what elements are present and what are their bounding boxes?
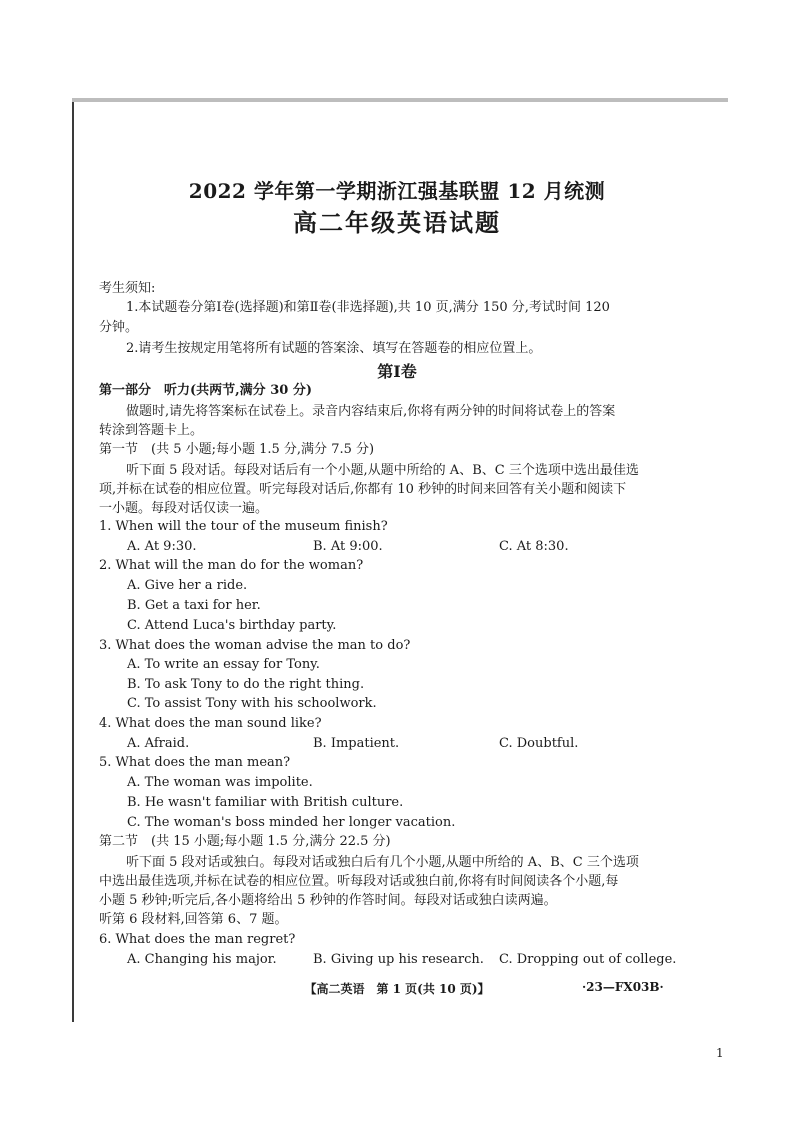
section2-instructions: 听下面 5 段对话或独白。每段对话或独白后有几个小题,从题中所给的 A、B、C 三个选项 bbox=[126, 855, 639, 870]
question-5: 5. What does the man mean? bbox=[99, 755, 291, 770]
part1-title: 第一部分 听力(共两节,满分 30 分) bbox=[99, 383, 312, 398]
section2-instructions-end: 小题 5 秒钟;听完后,各小题将给出 5 秒钟的作答时间。每段对话或独白读两遍。 bbox=[99, 893, 557, 908]
section1-instructions-end: 一小题。每段对话仅读一遍。 bbox=[99, 501, 269, 516]
section1-instructions-cont: 项,并标在试卷的相应位置。听完每段对话后,你都有 10 秒钟的时间来回答有关小题和阅读下 bbox=[99, 482, 627, 497]
notice-item-1-cont: 分钟。 bbox=[99, 320, 139, 335]
question-4: 4. What does the man sound like? bbox=[99, 716, 322, 731]
q3-option-a: A. To write an essay for Tony. bbox=[127, 657, 320, 672]
q2-option-c: C. Attend Luca's birthday party. bbox=[127, 618, 337, 633]
question-1: 1. When will the tour of the museum finish? bbox=[99, 519, 388, 534]
question-2: 2. What will the man do for the woman? bbox=[99, 558, 364, 573]
q5-option-b: B. He wasn't familiar with British culture. bbox=[127, 795, 404, 810]
q2-option-b: B. Get a taxi for her. bbox=[127, 598, 261, 613]
q3-option-b: B. To ask Tony to do the right thing. bbox=[127, 677, 365, 692]
question-3: 3. What does the woman advise the man to do? bbox=[99, 638, 411, 653]
exam-subtitle: 高二年级英语试题 bbox=[293, 208, 501, 237]
q4-option-a: A. Afraid. bbox=[127, 736, 190, 751]
top-border-rule bbox=[72, 98, 728, 102]
question-6: 6. What does the man regret? bbox=[99, 932, 296, 947]
part1-intro-cont: 转涂到答题卡上。 bbox=[99, 423, 204, 438]
q5-option-c: C. The woman's boss minded her longer vacation. bbox=[127, 815, 456, 830]
section2-material: 听第 6 段材料,回答第 6、7 题。 bbox=[99, 912, 288, 927]
q4-option-b: B. Impatient. bbox=[313, 736, 400, 751]
q1-option-a: A. At 9:30. bbox=[127, 539, 197, 554]
q6-option-b: B. Giving up his research. bbox=[313, 952, 484, 967]
page-footer: 【高二英语 第 1 页(共 10 页)】 bbox=[304, 982, 490, 996]
q1-option-b: B. At 9:00. bbox=[313, 539, 383, 554]
notice-item-1: 1.本试题卷分第Ⅰ卷(选择题)和第Ⅱ卷(非选择题),共 10 页,满分 150 分,考试时间 120 bbox=[126, 300, 610, 315]
section1-instructions: 听下面 5 段对话。每段对话后有一个小题,从题中所给的 A、B、C 三个选项中选出最佳选 bbox=[126, 463, 639, 478]
section2-instructions-cont: 中选出最佳选项,并标在试卷的相应位置。听每段对话或独白前,你将有时间阅读各个小题,每 bbox=[99, 874, 619, 889]
q4-option-c: C. Doubtful. bbox=[499, 736, 579, 751]
q2-option-a: A. Give her a ride. bbox=[127, 578, 248, 593]
q6-option-a: A. Changing his major. bbox=[127, 952, 277, 967]
q3-option-c: C. To assist Tony with his schoolwork. bbox=[127, 696, 377, 711]
page-number: 1 bbox=[716, 1046, 724, 1060]
notice-item-2: 2.请考生按规定用笔将所有试题的答案涂、填写在答题卷的相应位置上。 bbox=[126, 341, 542, 356]
volume-title: 第Ⅰ卷 bbox=[377, 362, 417, 381]
section2-title: 第二节 (共 15 小题;每小题 1.5 分,满分 22.5 分) bbox=[99, 834, 391, 849]
q1-option-c: C. At 8:30. bbox=[499, 539, 569, 554]
notice-heading: 考生须知: bbox=[99, 281, 156, 296]
exam-title: 2022 学年第一学期浙江强基联盟 12 月统测 bbox=[188, 179, 606, 203]
section1-title: 第一节 (共 5 小题;每小题 1.5 分,满分 7.5 分) bbox=[99, 442, 375, 457]
q5-option-a: A. The woman was impolite. bbox=[127, 775, 313, 790]
paper-code: ·23—FX03B· bbox=[582, 980, 664, 994]
q6-option-c: C. Dropping out of college. bbox=[499, 952, 677, 967]
part1-intro: 做题时,请先将答案标在试卷上。录音内容结束后,你将有两分钟的时间将试卷上的答案 bbox=[126, 404, 616, 419]
left-border-rule bbox=[72, 102, 74, 1022]
